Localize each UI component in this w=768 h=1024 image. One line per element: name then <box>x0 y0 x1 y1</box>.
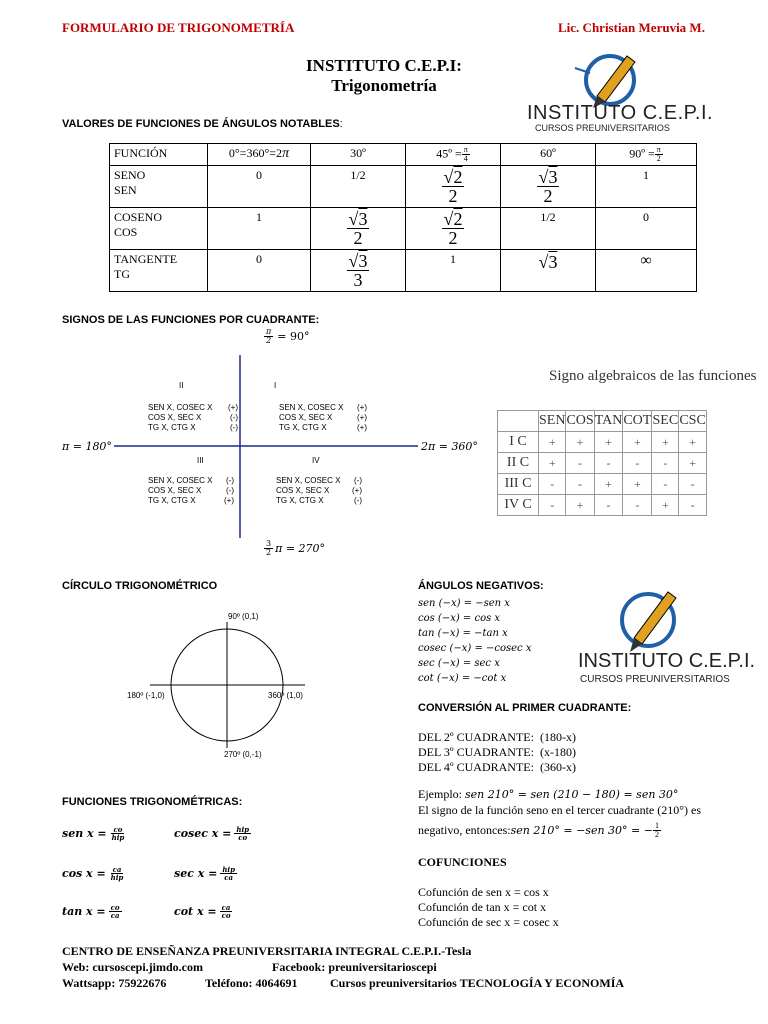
logo-name: INSTITUTO C.E.P.I. <box>527 102 714 124</box>
conversion-list <box>418 730 576 775</box>
list-item: DEL 2º CUADRANTE: (180-x) <box>418 730 576 744</box>
circle-heading: CÍRCULO TRIGONOMÉTRICO <box>62 580 218 592</box>
table-header-60: 60º <box>501 144 596 166</box>
quadrants-heading: SIGNOS DE LAS FUNCIONES POR CUADRANTE: <box>62 314 320 326</box>
negatives-heading: ÁNGULOS NEGATIVOS: <box>418 580 544 592</box>
list-item: Cofunción de sec x = cosec x <box>418 915 559 929</box>
list-item: sec (−x) = sec x <box>418 658 500 669</box>
list-item: cos (−x) = cos x <box>418 613 501 624</box>
cofunctions-list <box>418 885 559 930</box>
page-title: INSTITUTO C.E.P.I: <box>306 56 462 75</box>
list-item: cot (−x) = −cot x <box>418 673 507 684</box>
footer-facebook: Facebook: preuniversitarioscepi <box>272 960 437 974</box>
logo-tagline: CURSOS PREUNIVERSITARIOS <box>535 123 670 133</box>
conversion-text-1: El signo de la función seno en el tercer cuadrante (210°) es <box>418 803 702 817</box>
circle-label-270: 270º (0,-1) <box>224 750 262 759</box>
formula-cos: cos x = $\frac{ca}{\text{hip}}$ <box>62 865 124 882</box>
formula-tan: tan x = $\frac{co}{ca}$ <box>62 903 120 920</box>
quadrant-2-signs: SEN X, COSEC X (+) COS X, SEC X (-) TG X, CTG X (-) <box>148 403 238 432</box>
quadrant-3-label: III <box>197 456 204 465</box>
formula-sec: sec x = $\frac{\text{hip}}{ca}$ <box>174 865 235 882</box>
footer-web: Web: cursoscepi.jimdo.com <box>62 960 203 974</box>
logo-tagline: CURSOS PREUNIVERSITARIOS <box>580 674 730 685</box>
conversion-heading: CONVERSIÓN AL PRIMER CUADRANTE: <box>418 702 632 714</box>
quadrant-4-label: IV <box>312 456 320 465</box>
circle-label-180: 180º (-1,0) <box>127 691 165 700</box>
signs-table: SEN COS TAN COT SEC CSC I C + + + + + + II C + - - - - + III C - - + + - - IV C - + - - + - <box>497 410 707 516</box>
table-row: II C + - - - - + <box>498 453 707 474</box>
conversion-text-2: negativo, entonces: sen 210° = −sen 30° = − $\frac{1}{2}$ <box>418 821 659 839</box>
quadrant-1-signs: SEN X, COSEC X (+) COS X, SEC X (+) TG X, CTG X (+) <box>279 403 367 432</box>
list-item: cosec (−x) = −cosec x <box>418 643 532 654</box>
list-item: tan (−x) = −tan x <box>418 628 508 639</box>
table-header-90: 90º = $\frac{\pi}{2}$ <box>596 144 697 166</box>
table-header-0: 0°=360°=2π <box>208 144 311 166</box>
document-header-title: FORMULARIO DE TRIGONOMETRÍA <box>62 20 295 35</box>
circle-label-90: 90º (0,1) <box>228 612 259 621</box>
negatives-list <box>418 596 531 686</box>
list-item: Cofunción de sen x = cos x <box>418 885 549 899</box>
formula-sen: sen x = $\frac{co}{\text{hip}}$ <box>62 825 125 842</box>
table-row: SENO SEN 0 1/2 $\frac{√2}{2}$ $\frac{√3}{2}$ 1 <box>110 166 697 208</box>
table-row: COSENO COS 1 $\frac{√3}{2}$ $\frac{√2}{2}$ 1/2 0 <box>110 208 697 250</box>
table-row: III C - - + + - - <box>498 474 707 495</box>
list-item: Cofunción de tan x = cot x <box>418 900 547 914</box>
document-header-author: Lic. Christian Meruvia M. <box>558 20 705 35</box>
footer-whatsapp: Wattsapp: 75922676 <box>62 976 167 990</box>
quadrant-1-label: I <box>274 381 277 390</box>
logo-name: INSTITUTO C.E.P.I. <box>578 650 756 672</box>
table-header-45: 45º = $\frac{\pi}{4}$ <box>406 144 501 166</box>
formula-cosec: cosec x = $\frac{\text{hip}}{co}$ <box>174 825 250 842</box>
table-header-30: 30º <box>311 144 406 166</box>
axis-label-270: $\frac{3}{2}$ π = 270° <box>266 539 326 557</box>
footer-phone: Teléfono: 4064691 <box>205 976 298 990</box>
footer-institution: CENTRO DE ENSEÑANZA PREUNIVERSITARIA INTEGRAL C.E.P.I.-Tesla <box>62 944 472 958</box>
table-header-function: FUNCIÓN <box>110 144 208 166</box>
list-item: sen (−x) = −sen x <box>418 598 510 609</box>
table-row: IV C - + - - + - <box>498 495 707 516</box>
formula-cot: cot x = $\frac{ca}{co}$ <box>174 903 231 920</box>
cofunctions-heading: COFUNCIONES <box>418 855 507 869</box>
circle-label-360: 360º (1,0) <box>268 691 303 700</box>
pen-icon <box>588 582 738 657</box>
list-item: DEL 4º CUADRANTE: (360-x) <box>418 760 576 774</box>
footer-courses: Cursos preuniversitarios TECNOLOGÍA Y ECONOMÍA <box>330 976 625 990</box>
quadrant-2-label: II <box>179 381 184 390</box>
quadrant-3-signs: SEN X, COSEC X (-) COS X, SEC X (-) TG X, CTG X (+) <box>148 476 234 505</box>
institute-logo-2 <box>578 582 756 692</box>
axis-label-360: 2π = 360° <box>421 440 478 453</box>
conversion-example: Ejemplo: sen 210° = sen (210 − 180) = sen 30° <box>418 787 679 801</box>
notables-heading: VALORES DE FUNCIONES DE ÁNGULOS NOTABLES: <box>62 118 343 130</box>
quadrant-4-signs: SEN X, COSEC X (-) COS X, SEC X (+) TG X, CTG X (-) <box>276 476 362 505</box>
axis-label-90: $\frac{\pi}{2}$ = 90° <box>266 327 310 345</box>
axis-label-180: π = 180° <box>62 440 112 453</box>
page-subtitle: Trigonometría <box>331 76 437 95</box>
table-row: I C + + + + + + <box>498 432 707 453</box>
signs-table-title: Signo algebraicos de las funciones <box>549 368 757 384</box>
list-item: DEL 3º CUADRANTE: (x-180) <box>418 745 576 759</box>
table-row: TANGENTE TG 0 $\frac{√3}{3}$ 1 √3 ∞ <box>110 250 697 292</box>
trig-functions-heading: FUNCIONES TRIGONOMÉTRICAS: <box>62 796 243 808</box>
